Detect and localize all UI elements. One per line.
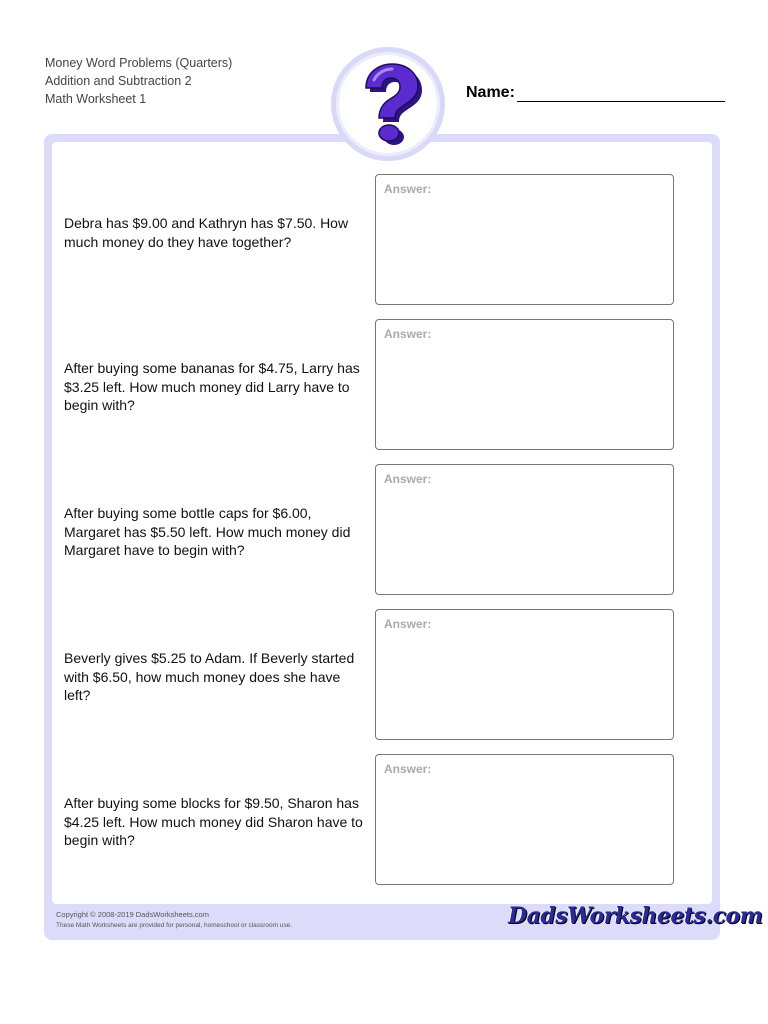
answer-label: Answer: <box>384 327 432 341</box>
footer <box>56 910 292 932</box>
answer-box[interactable] <box>375 754 674 885</box>
problem-text: After buying some bananas for $4.75, Larry has $3.25 left. How much money did Larry have to begin with? <box>64 360 360 413</box>
worksheet-subtitle: Addition and Subtraction 2 <box>45 74 192 88</box>
answer-box[interactable] <box>375 174 674 305</box>
answer-box[interactable] <box>375 464 674 595</box>
name-line[interactable] <box>517 84 725 102</box>
worksheet-header <box>45 54 232 108</box>
problem-text: After buying some blocks for $9.50, Sharon has $4.25 left. How much money did Sharon have to begin with? <box>64 795 363 848</box>
answer-label: Answer: <box>384 182 432 196</box>
name-label: Name: <box>466 84 515 101</box>
name-field <box>466 84 725 102</box>
answer-box[interactable] <box>375 609 674 740</box>
problem-text: Debra has $9.00 and Kathryn has $7.50. How much money do they have together? <box>64 215 349 250</box>
worksheet-number: Math Worksheet 1 <box>45 92 147 106</box>
usage-text: These Math Worksheets are provided for personal, homeschool or classroom use. <box>56 922 293 929</box>
worksheet-title: Money Word Problems (Quarters) <box>45 56 233 70</box>
problem-text: Beverly gives $5.25 to Adam. If Beverly started with $6.50, how much money does she have left? <box>64 650 355 703</box>
copyright-text: Copyright © 2008-2019 DadsWorksheets.com <box>56 910 209 919</box>
problem-text: After buying some bottle caps for $6.00, Margaret has $5.50 left. How much money did Margaret have to begin with? <box>64 505 351 558</box>
answer-box[interactable] <box>375 319 674 450</box>
answer-label: Answer: <box>384 617 432 631</box>
question-mark-icon <box>352 62 424 146</box>
answer-label: Answer: <box>384 472 432 486</box>
logo-badge <box>331 47 445 161</box>
answer-label: Answer: <box>384 762 432 776</box>
brand-logo: DadsWorksheets.com <box>508 903 763 929</box>
